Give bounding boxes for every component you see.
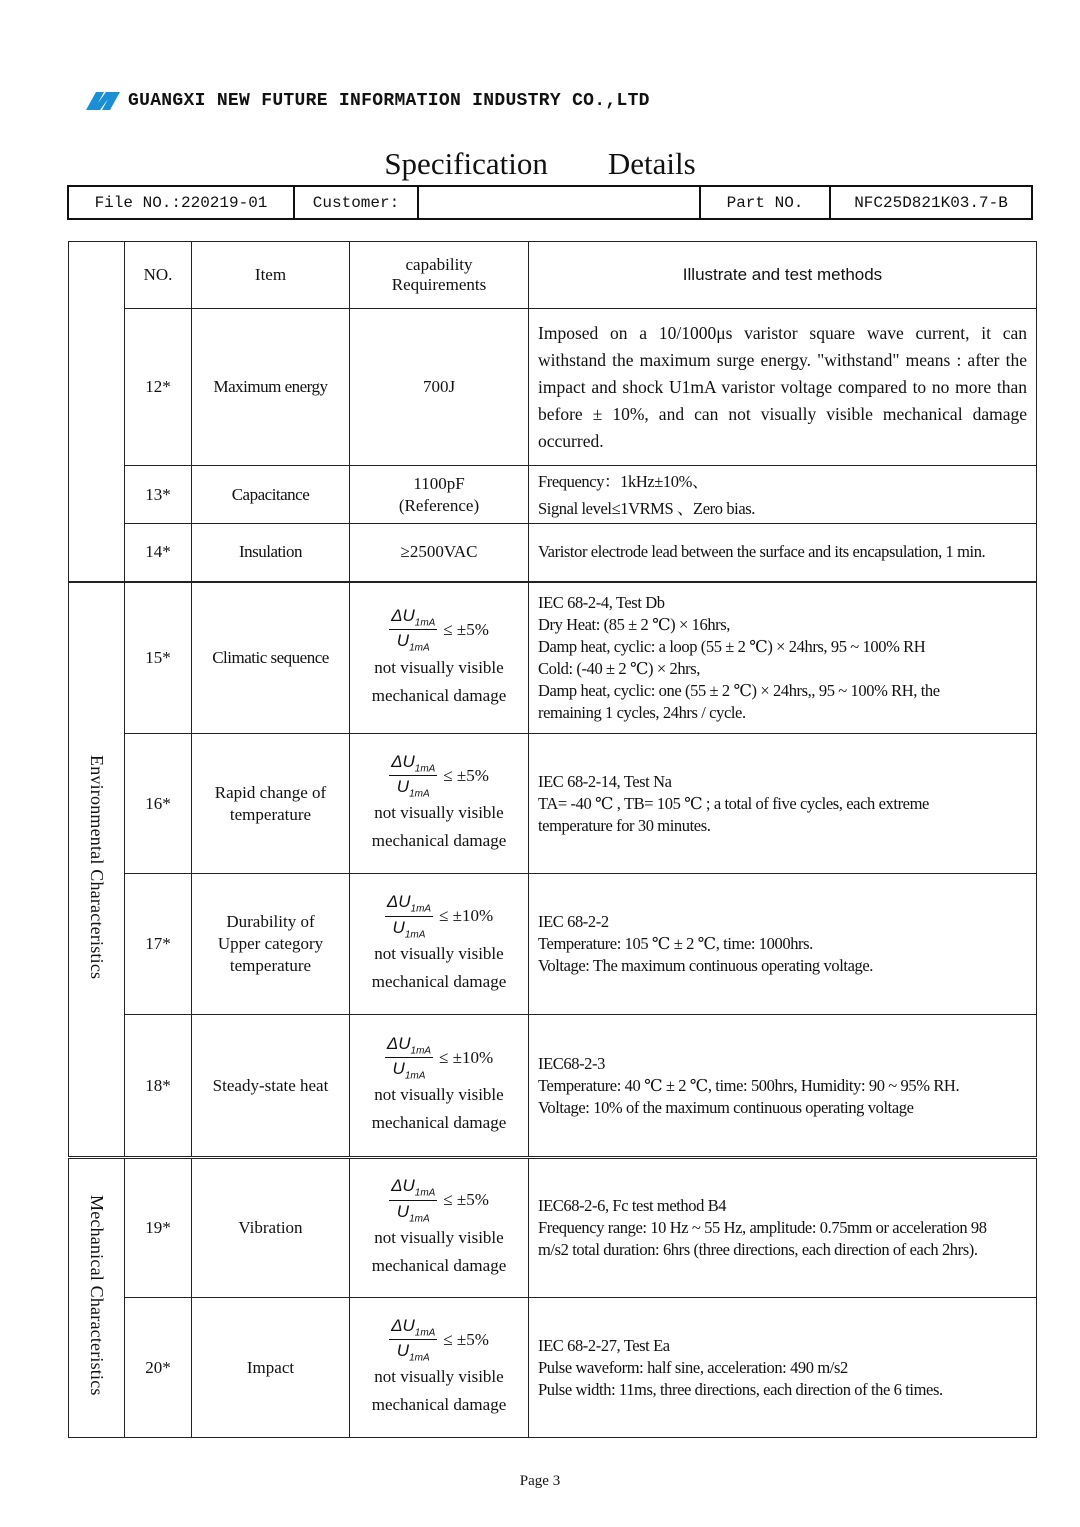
row-requirement bbox=[350, 582, 529, 734]
method-line: Pulse width: 11ms, three directions, each direction of the 6 times. bbox=[538, 1379, 943, 1399]
method-line: IEC 68-2-4, Test Db bbox=[538, 592, 665, 612]
item-line: Durability of bbox=[226, 912, 315, 931]
file-info-table bbox=[67, 185, 1033, 220]
page-number: Page 3 bbox=[519, 1473, 561, 1489]
header-req-line-1: capability bbox=[405, 255, 473, 274]
row-method bbox=[529, 466, 1037, 524]
row-requirement bbox=[350, 1158, 529, 1298]
deviation-formula: $\frac{\Delta U_{1mA}}{U_{1mA}}$ ≤ ±5% bbox=[391, 1176, 489, 1224]
table-header-row bbox=[69, 242, 1037, 309]
row-requirement bbox=[350, 734, 529, 874]
method-line: Temperature: 40 ℃ ± 2 ℃, time: 500hrs, Humidity: 90 ~ 95% RH. bbox=[538, 1075, 960, 1095]
damage-text bbox=[359, 940, 519, 996]
row-no: 19* bbox=[125, 1158, 192, 1298]
category-cell-blank bbox=[69, 242, 125, 582]
row-item: Capacitance bbox=[192, 466, 350, 524]
row-method bbox=[529, 1298, 1037, 1438]
row-requirement bbox=[350, 874, 529, 1015]
deviation-limit: ≤ ±5% bbox=[443, 619, 489, 639]
method-line: Frequency：1kHz±10%、 bbox=[538, 471, 709, 491]
company-name: GUANGXI NEW FUTURE INFORMATION INDUSTRY CO.,LTD bbox=[128, 91, 650, 111]
method-line: IEC68-2-6, Fc test method B4 bbox=[538, 1196, 727, 1215]
row-requirement bbox=[350, 1298, 529, 1438]
row-requirement: ≥2500VAC bbox=[350, 524, 529, 582]
row-requirement bbox=[350, 1015, 529, 1158]
row-method: Varistor electrode lead between the surface and its encapsulation, 1 min. bbox=[529, 524, 1037, 582]
damage-line-1: not visually visible bbox=[374, 657, 504, 677]
header-item: Item bbox=[192, 242, 350, 309]
method-line: Cold: (-40 ± 2 ℃) × 2hrs, bbox=[538, 658, 701, 678]
header-requirements bbox=[350, 242, 529, 309]
damage-line-2: mechanical damage bbox=[371, 971, 507, 991]
customer-value bbox=[418, 186, 700, 219]
row-method bbox=[529, 1158, 1037, 1298]
deviation-formula: $\frac{\Delta U_{1mA}}{U_{1mA}}$ ≤ ±5% bbox=[391, 751, 489, 800]
row-no: 13* bbox=[125, 466, 192, 524]
damage-line-2: mechanical damage bbox=[371, 685, 507, 705]
row-method: Imposed on a 10/1000μs varistor square wave current, it can withstand the maximum surge energy. "withstand" means : after the impact and shock U1mA varistor voltage compared to no more than before ± 10%, and can not visually visible mechanical damage occurred. bbox=[529, 309, 1037, 466]
row-no: 17* bbox=[125, 874, 192, 1015]
row-method bbox=[529, 582, 1037, 734]
header-method: Illustrate and test methods bbox=[529, 242, 1037, 309]
method-line: Voltage: The maximum continuous operating voltage. bbox=[538, 956, 873, 975]
row-requirement: 700J bbox=[350, 309, 529, 466]
damage-line-1: not visually visible bbox=[374, 943, 504, 963]
damage-line-2: mechanical damage bbox=[371, 1255, 507, 1275]
company-logo bbox=[84, 90, 122, 112]
method-line: Damp heat, cyclic: a loop (55 ± 2 ℃) × 24hrs, 95 ~ 100% RH bbox=[538, 636, 926, 656]
item-line: temperature bbox=[229, 956, 312, 975]
row-method bbox=[529, 734, 1037, 874]
customer-label: Customer: bbox=[294, 186, 418, 219]
method-line: m/s2 total duration: 6hrs (three directions, each direction of each 2hrs). bbox=[538, 1240, 978, 1259]
row-item bbox=[192, 874, 350, 1015]
damage-line-1: not visually visible bbox=[374, 1085, 504, 1105]
row-item: Steady-state heat bbox=[192, 1015, 350, 1158]
damage-line-1: not visually visible bbox=[374, 1367, 504, 1387]
method-line: Damp heat, cyclic: one (55 ± 2 ℃) × 24hrs,, 95 ~ 100% RH, the bbox=[538, 680, 940, 700]
row-item: Vibration bbox=[192, 1158, 350, 1298]
spec-table bbox=[68, 241, 1037, 1438]
header-req-line-2: Requirements bbox=[391, 275, 487, 294]
method-line: Temperature: 105 ℃ ± 2 ℃, time: 1000hrs. bbox=[538, 934, 813, 953]
damage-line-2: mechanical damage bbox=[371, 831, 507, 851]
header-no: NO. bbox=[125, 242, 192, 309]
category-mechanical bbox=[69, 1158, 125, 1438]
part-number: NFC25D821K03.7-B bbox=[830, 186, 1032, 219]
method-line: IEC 68-2-14, Test Na bbox=[538, 771, 672, 791]
req-line-1: 1100pF bbox=[413, 473, 465, 493]
method-line: temperature for 30 minutes. bbox=[538, 815, 711, 835]
damage-line-1: not visually visible bbox=[374, 1227, 504, 1247]
row-no: 15* bbox=[125, 582, 192, 734]
damage-text bbox=[359, 654, 519, 710]
damage-text bbox=[359, 1081, 519, 1137]
table-row bbox=[69, 1298, 1037, 1438]
req-line-2: (Reference) bbox=[398, 495, 480, 515]
item-line: Upper category bbox=[217, 934, 324, 953]
row-item bbox=[192, 734, 350, 874]
deviation-limit: ≤ ±5% bbox=[443, 765, 489, 785]
page-header bbox=[84, 90, 650, 112]
table-row bbox=[69, 582, 1037, 734]
row-no: 14* bbox=[125, 524, 192, 582]
deviation-formula: $\frac{\Delta U_{1mA}}{U_{1mA}}$ ≤ ±5% bbox=[391, 605, 489, 654]
damage-line-2: mechanical damage bbox=[371, 1113, 507, 1133]
row-no: 12* bbox=[125, 309, 192, 466]
table-row bbox=[69, 874, 1037, 1015]
table-row bbox=[69, 734, 1037, 874]
method-line: remaining 1 cycles, 24hrs / cycle. bbox=[538, 702, 746, 722]
category-environmental bbox=[69, 582, 125, 1158]
deviation-formula: $\frac{\Delta U_{1mA}}{U_{1mA}}$ ≤ ±10% bbox=[386, 892, 494, 940]
table-row bbox=[69, 1158, 1037, 1298]
table-row bbox=[69, 1015, 1037, 1158]
damage-text bbox=[359, 1363, 519, 1419]
part-label: Part NO. bbox=[700, 186, 830, 219]
item-line: temperature bbox=[229, 804, 312, 824]
method-line: TA= -40 ℃ , TB= 105 ℃ ; a total of five cycles, each extreme bbox=[538, 793, 929, 813]
table-row bbox=[69, 524, 1037, 582]
table-row bbox=[69, 309, 1037, 466]
document-title bbox=[0, 146, 1080, 182]
deviation-formula: $\frac{\Delta U_{1mA}}{U_{1mA}}$ ≤ ±5% bbox=[391, 1315, 489, 1364]
deviation-limit: ≤ ±5% bbox=[443, 1190, 489, 1209]
row-no: 18* bbox=[125, 1015, 192, 1158]
row-item: Climatic sequence bbox=[192, 582, 350, 734]
title-word-1: Specification bbox=[384, 146, 548, 181]
row-no: 16* bbox=[125, 734, 192, 874]
file-number: File NO.:220219-01 bbox=[68, 186, 294, 219]
method-line: Signal level≤1VRMS 、Zero bias. bbox=[538, 498, 756, 518]
row-item: Insulation bbox=[192, 524, 350, 582]
row-method bbox=[529, 874, 1037, 1015]
table-row bbox=[69, 466, 1037, 524]
category-label: Environmental Characteristics bbox=[87, 754, 107, 979]
method-line: IEC 68-2-2 bbox=[538, 912, 609, 931]
method-line: Pulse waveform: half sine, acceleration: 490 m/s2 bbox=[538, 1357, 848, 1377]
row-requirement bbox=[350, 466, 529, 524]
deviation-limit: ≤ ±5% bbox=[443, 1329, 489, 1349]
deviation-limit: ≤ ±10% bbox=[439, 906, 494, 925]
deviation-formula: $\frac{\Delta U_{1mA}}{U_{1mA}}$ ≤ ±10% bbox=[386, 1033, 494, 1082]
deviation-limit: ≤ ±10% bbox=[439, 1047, 494, 1067]
category-label: Mechanical Characteristics bbox=[87, 1195, 107, 1396]
damage-text bbox=[359, 799, 519, 855]
method-line: IEC 68-2-27, Test Ea bbox=[538, 1335, 670, 1355]
damage-line-1: not visually visible bbox=[374, 803, 504, 823]
method-line: Dry Heat: (85 ± 2 ℃) × 16hrs, bbox=[538, 614, 731, 634]
method-line: Voltage: 10% of the maximum continuous operating voltage bbox=[538, 1097, 914, 1117]
method-line: Frequency range: 10 Hz ~ 55 Hz, amplitude: 0.75mm or acceleration 98 bbox=[538, 1218, 987, 1237]
row-item: Impact bbox=[192, 1298, 350, 1438]
row-item: Maximum energy bbox=[192, 309, 350, 466]
title-word-2: Details bbox=[607, 146, 696, 181]
damage-line-2: mechanical damage bbox=[371, 1395, 507, 1415]
damage-text bbox=[359, 1224, 519, 1280]
row-no: 20* bbox=[125, 1298, 192, 1438]
row-method bbox=[529, 1015, 1037, 1158]
method-line: IEC68-2-3 bbox=[538, 1053, 605, 1073]
item-line: Rapid change of bbox=[214, 782, 327, 802]
